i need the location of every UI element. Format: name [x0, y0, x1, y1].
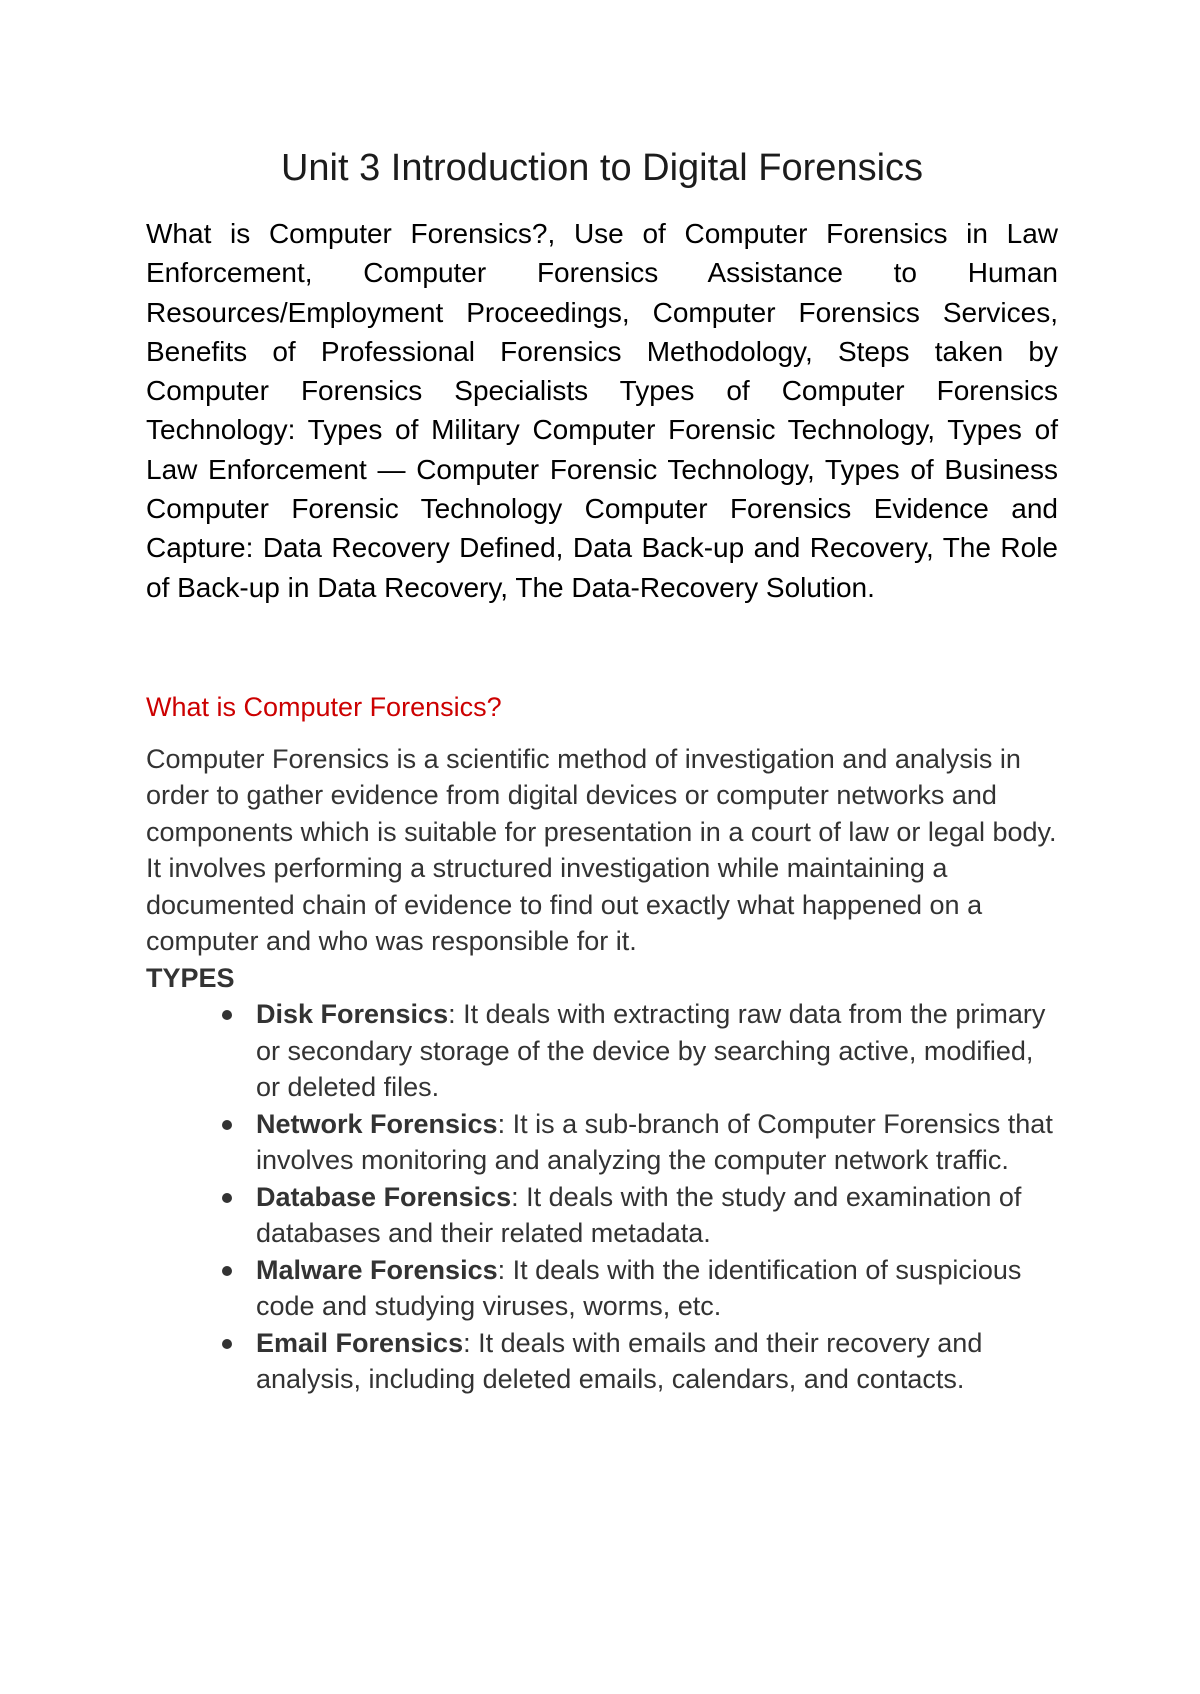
section-heading: What is Computer Forensics? — [146, 691, 502, 722]
type-description: : It deals with the identification of suspicious code and studying viruses, worms, etc. — [256, 1254, 1022, 1322]
type-term: Email Forensics — [256, 1327, 464, 1358]
type-term: Malware Forensics — [256, 1254, 498, 1285]
list-item — [256, 1106, 1058, 1179]
type-term: Database Forensics — [256, 1181, 512, 1212]
type-description: : It deals with the study and examination of databases and their related metadata. — [256, 1181, 1022, 1249]
section-body: Computer Forensics is a scientific method of investigation and analysis in order to gather evidence from digital devices or computer networks and components which is suitable for presentation in a court of law or legal body. It involves performing a structured investigation while maintaining a documented chain of evidence to find out exactly what happened on a computer and who was responsible for it. — [146, 743, 1057, 957]
syllabus-intro: What is Computer Forensics?, Use of Computer Forensics in Law Enforcement, Computer Forensics Assistance to Human Resources/Employment Proceedings, Computer Forensics Services, Benefits of Professional Forensics Methodology, Steps taken by Computer Forensics Specialists Types of Computer Forensics Technology: Types of Military Computer Forensic Technology, Types of Law Enforcement — Computer Forensic Technology, Types of Business Computer Forensic Technology Computer Forensics Evidence and Capture: Data Recovery Defined, Data Back-up and Recovery, The Role of Back-up in Data Recovery, The Data-Recovery Solution. — [146, 218, 1058, 603]
types-list — [146, 996, 1058, 1398]
bullet-icon — [222, 1193, 232, 1203]
type-description: : It deals with emails and their recovery and analysis, including deleted emails, calendars, and contacts. — [256, 1327, 983, 1395]
document-title: Unit 3 Introduction to Digital Forensics — [280, 147, 924, 189]
bullet-icon — [222, 1010, 232, 1020]
type-description: : It deals with extracting raw data from the primary or secondary storage of the device by searching active, modified, or deleted files. — [256, 999, 1046, 1103]
list-item — [256, 1179, 1058, 1252]
type-term: Disk Forensics — [256, 999, 449, 1030]
type-description: : It is a sub-branch of Computer Forensics that involves monitoring and analyzing the computer network traffic. — [256, 1108, 1053, 1176]
type-term: Network Forensics — [256, 1108, 498, 1139]
bullet-icon — [222, 1266, 232, 1276]
types-label: TYPES — [146, 962, 235, 993]
document-page — [146, 140, 1058, 1398]
bullet-icon — [222, 1339, 232, 1349]
bullet-icon — [222, 1120, 232, 1130]
list-item — [256, 1325, 1058, 1398]
list-item — [256, 996, 1058, 1106]
list-item — [256, 1252, 1058, 1325]
